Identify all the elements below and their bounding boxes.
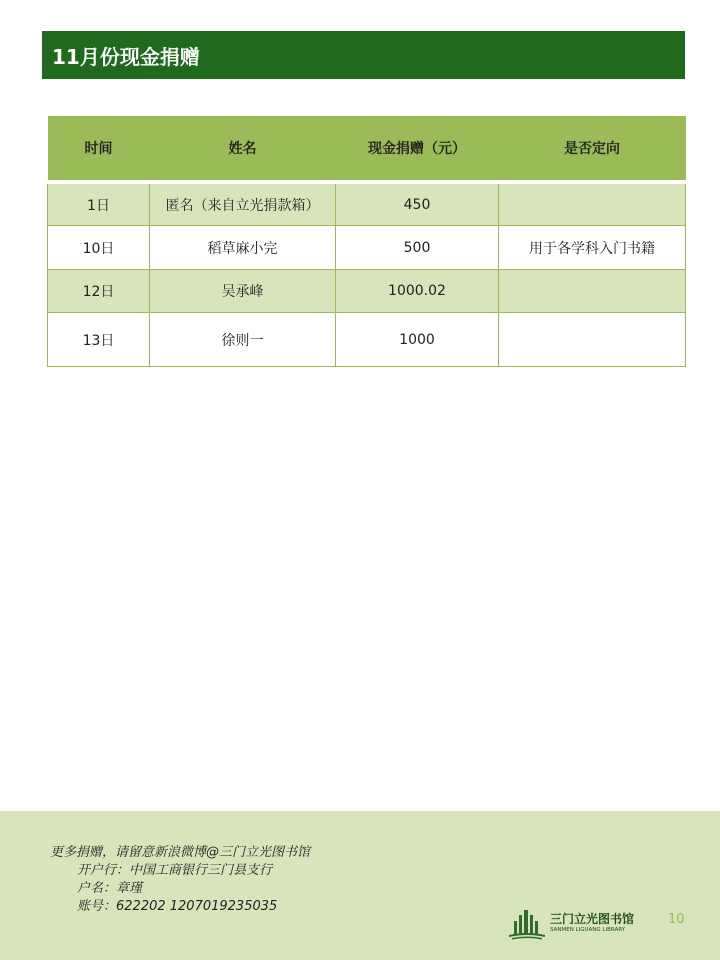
cell-amount: 500 <box>336 226 499 270</box>
account-name: 户名：章瑾 <box>77 881 143 896</box>
column-header-designated: 是否定向 <box>499 116 686 182</box>
column-header-name: 姓名 <box>150 116 336 182</box>
cell-designated <box>499 313 686 367</box>
table-row <box>48 313 686 367</box>
page-number: 10 <box>668 912 685 927</box>
footer <box>0 811 720 960</box>
weibo-notice: 更多捐赠，请留意新浪微博@三门立光图书馆 <box>50 845 311 860</box>
table-row <box>48 182 686 226</box>
page-title-bar <box>42 31 685 79</box>
library-english-name: SANMEN LIGUANG LIBRARY <box>550 927 626 933</box>
donations-table <box>47 116 686 367</box>
column-header-date: 时间 <box>48 116 150 182</box>
donation-info <box>50 844 310 916</box>
cell-name: 徐则一 <box>150 313 336 367</box>
table-row <box>48 226 686 270</box>
cell-designated: 用于各学科入门书籍 <box>499 226 686 270</box>
cell-designated <box>499 270 686 313</box>
cell-name: 吴承峰 <box>150 270 336 313</box>
cell-date: 12日 <box>48 270 150 313</box>
library-name: 三门立光图书馆 <box>550 912 635 926</box>
page-title: 11月份现金捐赠 <box>52 44 200 69</box>
library-logo-icon <box>508 907 546 943</box>
cell-amount: 1000 <box>336 313 499 367</box>
cell-amount: 450 <box>336 182 499 226</box>
column-header-amount: 现金捐赠（元） <box>336 116 499 182</box>
table-row <box>48 270 686 313</box>
cell-date: 1日 <box>48 182 150 226</box>
table-header-row <box>48 116 686 182</box>
account-number: 账号：622202 1207019235035 <box>77 899 278 914</box>
library-logo <box>508 907 648 943</box>
cell-amount: 1000.02 <box>336 270 499 313</box>
bank-info: 开户行：中国工商银行三门县支行 <box>77 863 273 878</box>
cell-name: 稻草麻小完 <box>150 226 336 270</box>
cell-date: 13日 <box>48 313 150 367</box>
cell-designated <box>499 182 686 226</box>
cell-date: 10日 <box>48 226 150 270</box>
cell-name: 匿名（来自立光捐款箱） <box>150 182 336 226</box>
